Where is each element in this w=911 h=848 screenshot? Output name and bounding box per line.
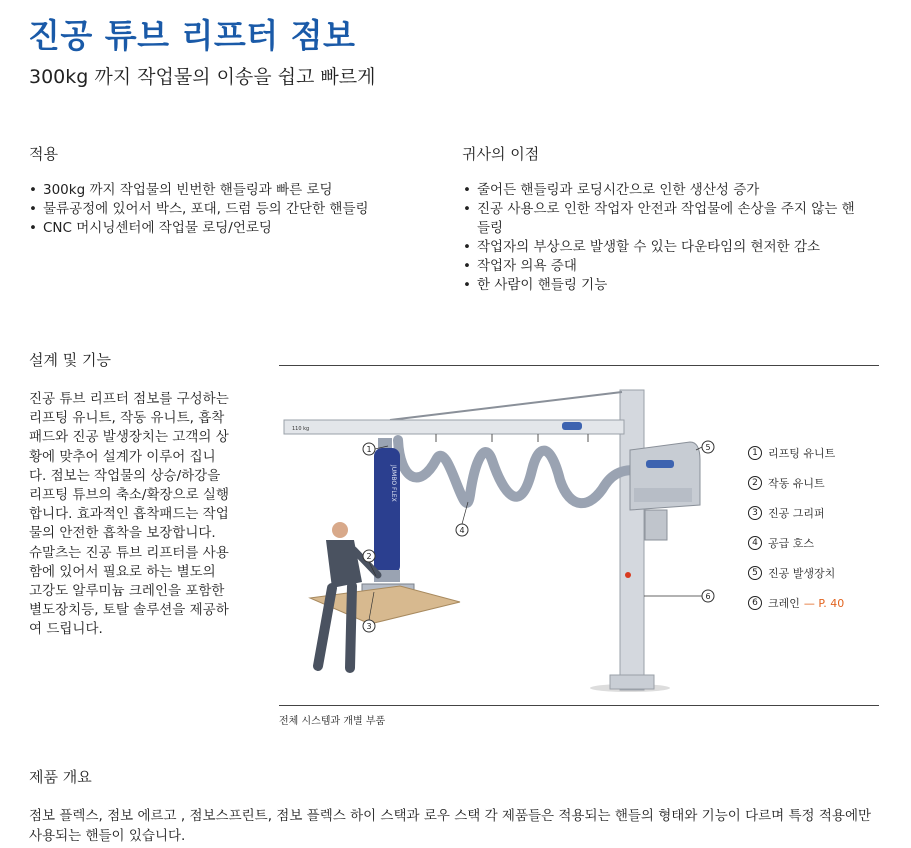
legend-number: 6 xyxy=(748,596,762,610)
vacuum-tube-lifter-illustration xyxy=(270,370,730,700)
svg-text:6: 6 xyxy=(705,592,711,601)
page-title: 진공 튜브 리프터 점보 xyxy=(28,16,356,55)
page-subtitle: 300kg 까지 작업물의 이송을 쉽고 빠르게 xyxy=(29,66,376,88)
divider-top xyxy=(279,365,879,366)
legend-item xyxy=(748,438,844,468)
list-item: • 300kg 까지 작업물의 빈번한 핸들링과 빠른 로딩 xyxy=(29,181,439,200)
svg-text:3: 3 xyxy=(366,622,372,631)
legend-item xyxy=(748,588,844,618)
list-item: • 작업자의 부상으로 발생할 수 있는 다운타임의 현저한 감소 xyxy=(463,238,863,257)
legend-label: 크레인 xyxy=(768,597,800,610)
legend-number: 5 xyxy=(748,566,762,580)
supply-hose xyxy=(398,440,635,503)
legend-item xyxy=(748,468,844,498)
svg-text:1: 1 xyxy=(366,445,372,454)
overview-text: 점보 플렉스, 점보 에르고 , 점보스프린트, 점보 플렉스 하이 스택과 로우 스택 각 제품들은 적용되는 핸들의 형태와 기능이 다르며 특정 적용에만 사용되는 핸들이 있습니다. xyxy=(29,808,872,844)
svg-text:2: 2 xyxy=(366,552,372,561)
benefits-heading: 귀사의 이점 xyxy=(462,145,540,163)
legend-item xyxy=(748,528,844,558)
applications-list xyxy=(29,181,439,238)
list-item: • CNC 머시닝센터에 작업물 로딩/언로딩 xyxy=(29,219,439,238)
list-item: • 진공 사용으로 인한 작업자 안전과 작업물에 손상을 주지 않는 핸들링 xyxy=(463,200,863,238)
vacuum-generator-grille xyxy=(634,488,692,502)
vacuum-generator-mount xyxy=(645,510,667,540)
list-item: • 줄어든 핸들링과 로딩시간으로 인한 생산성 증가 xyxy=(463,181,863,200)
legend-label: 진공 그리퍼 xyxy=(768,507,825,520)
benefits-list xyxy=(463,181,863,295)
beam-load-label: 110 kg xyxy=(292,426,310,432)
list-item: • 작업자 의욕 증대 xyxy=(463,257,863,276)
schmalz-logo xyxy=(646,460,674,468)
legend-label: 진공 발생장치 xyxy=(768,567,836,580)
design-heading: 설계 및 기능 xyxy=(29,351,111,369)
design-description: 진공 튜브 리프터 점보를 구성하는 리프팅 유니트, 작동 유니트, 흡착 패드와 진공 발생장치는 고객의 상황에 맞추어 설계가 이루어 집니다. 점보는 작업물의 상승/하강을 리프팅 튜브의 축소/확장으로 실행합니다. 효과적인 흡착패드는 작업물의 안전한 흡착을 보장합니다. 슈말츠는 진공 튜브 리프터를 사용함에 있어서 필요로 하는 별도의 고강도 알루미늄 크레인을 포함한 별도장치등, 토탈 솔루션을 제공하여 드립니다. xyxy=(29,391,229,638)
svg-text:4: 4 xyxy=(459,526,465,535)
crane-base xyxy=(610,675,654,689)
indicator-light-icon xyxy=(625,572,631,578)
legend-item xyxy=(748,498,844,528)
legend-item xyxy=(748,558,844,588)
crane-pillar xyxy=(620,390,644,690)
legend-label: 작동 유니트 xyxy=(768,477,825,490)
list-item: • 물류공정에 있어서 박스, 포대, 드럼 등의 간단한 핸들링 xyxy=(29,200,439,219)
legend-number: 4 xyxy=(748,536,762,550)
callout-6 xyxy=(644,590,714,602)
legend-number: 3 xyxy=(748,506,762,520)
legend-label: 공급 호스 xyxy=(768,537,815,550)
divider-bottom xyxy=(279,705,879,706)
overview-heading: 제품 개요 xyxy=(29,768,92,786)
lifting-tube-label: JUMBO FLEX xyxy=(390,465,397,502)
applications-heading: 적용 xyxy=(29,145,58,163)
schmalz-logo xyxy=(562,422,582,430)
svg-text:5: 5 xyxy=(705,443,711,452)
crane-tie-rod xyxy=(390,392,622,420)
operator-head xyxy=(332,522,348,538)
legend-label: 리프팅 유니트 xyxy=(768,447,836,460)
legend-number: 2 xyxy=(748,476,762,490)
list-item: • 한 사람이 핸들링 기능 xyxy=(463,276,863,295)
figure-caption: 전체 시스템과 개별 부품 xyxy=(279,716,386,727)
figure-legend xyxy=(748,438,844,618)
legend-number: 1 xyxy=(748,446,762,460)
operator-torso xyxy=(326,540,362,588)
page-reference-link[interactable]: — P. 40 xyxy=(803,596,845,610)
